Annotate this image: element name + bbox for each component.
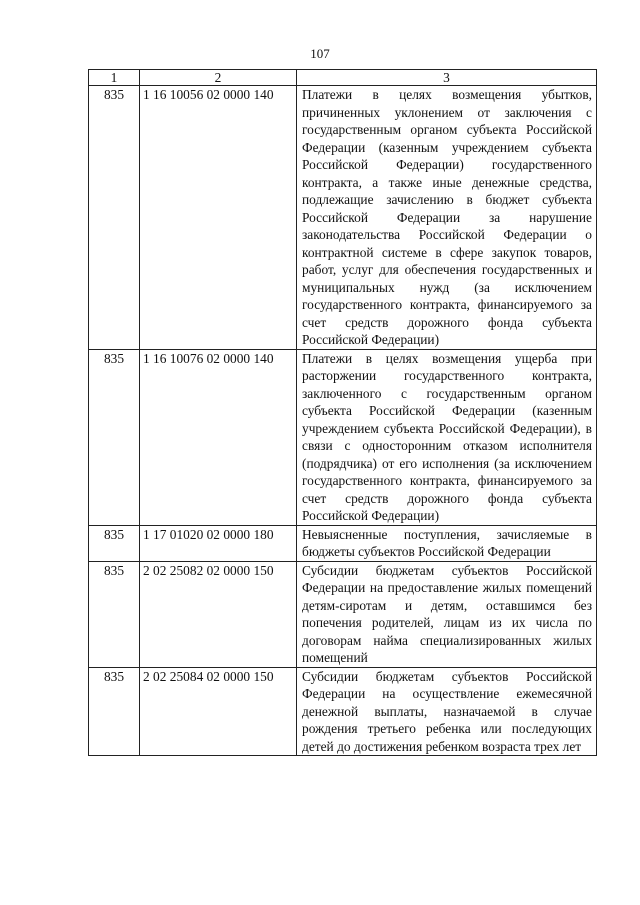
header-col-2: 2 (140, 70, 297, 86)
budget-code-cell: 2 02 25084 02 0000 150 (140, 667, 297, 756)
page-number: 107 (310, 46, 330, 61)
table-row (89, 349, 597, 525)
table-row (89, 86, 597, 350)
budget-code-cell: 1 17 01020 02 0000 180 (140, 525, 297, 561)
description-cell: Субсидии бюджетам субъектов Российской Федерации на осуществление ежемесячной денежной выплаты, назначаемой в случае рождения третьего ребенка или последующих детей до достижения ребенком возраста трех лет (297, 667, 597, 756)
table-row (89, 667, 597, 756)
admin-code-cell: 835 (89, 525, 140, 561)
header-col-3: 3 (297, 70, 597, 86)
description-cell: Платежи в целях возмещения убытков, причиненных уклонением от заключения с государственным органом субъекта Российской Федерации (казенным учреждением субъекта Российской Федерации) государственного контракта, а также иные денежные средства, подлежащие зачислению в бюджет субъекта Российской Федерации за нарушение законодательства Российской Федерации о контрактной системе в сфере закупок товаров, работ, услуг для обеспечения государственных и муниципальных нужд (за исключением государственного контракта, финансируемого за счет средств дорожного фонда субъекта Российской Федерации) (297, 86, 597, 350)
table-row (89, 561, 597, 667)
table-header-row (89, 70, 597, 86)
admin-code-cell: 835 (89, 667, 140, 756)
header-col-1: 1 (89, 70, 140, 86)
budget-code-cell: 1 16 10056 02 0000 140 (140, 86, 297, 350)
admin-code-cell: 835 (89, 86, 140, 350)
budget-code-cell: 2 02 25082 02 0000 150 (140, 561, 297, 667)
admin-code-cell: 835 (89, 349, 140, 525)
admin-code-cell: 835 (89, 561, 140, 667)
description-cell: Невыясненные поступления, зачисляемые в бюджеты субъектов Российской Федерации (297, 525, 597, 561)
budget-code-cell: 1 16 10076 02 0000 140 (140, 349, 297, 525)
description-cell: Платежи в целях возмещения ущерба при расторжении государственного контракта, заключенного с государственным органом субъекта Российской Федерации (казенным учреждением субъекта Российской Федерации), в связи с односторонним отказом исполнителя (подрядчика) от его исполнения (за исключением государственного контракта, финансируемого за счет средств дорожного фонда субъекта Российской Федерации) (297, 349, 597, 525)
table-row (89, 525, 597, 561)
description-cell: Субсидии бюджетам субъектов Российской Федерации на предоставление жилых помещений детям-сиротам и детям, оставшимся без попечения родителей, лицам из их числа по договорам найма специализированных жилых помещений (297, 561, 597, 667)
budget-codes-table (88, 69, 597, 756)
